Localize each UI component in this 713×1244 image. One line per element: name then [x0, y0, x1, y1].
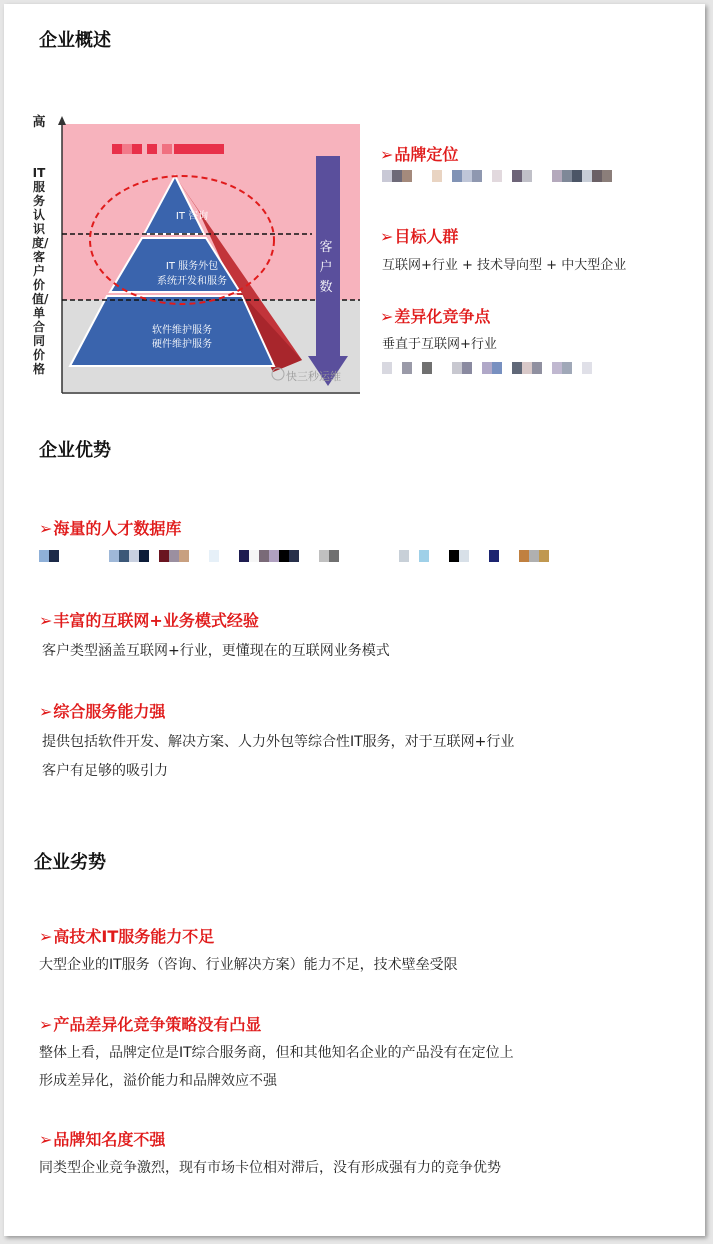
- advantage-comprehensive-service-line-1: 提供包括软件开发、解决方案、人力外包等综合性IT服务，对于互联网+行业: [42, 734, 515, 750]
- pyramid-label-development: 系统开发和服务: [157, 276, 227, 287]
- redacted-header: [112, 144, 224, 154]
- pyramid-label-software-maintenance: 软件维护服务: [152, 325, 212, 336]
- positioning-diagram: [32, 116, 362, 396]
- bullet-arrow-icon: ➢: [39, 519, 53, 538]
- redacted-brand-positioning: [382, 170, 612, 182]
- bullet-arrow-icon: ➢: [39, 927, 53, 946]
- diagram-y-axis-title: IT服务认识度/客户价值/单合同价格: [32, 166, 49, 376]
- section-title-advantages: 企业优势: [39, 440, 111, 461]
- point-differentiation-title: ➢差异化竞争点: [380, 307, 491, 326]
- diagram-graphic: [52, 116, 362, 396]
- advantage-comprehensive-service-title: ➢综合服务能力强: [39, 702, 166, 721]
- point-target-audience-text: 互联网+行业 + 技术导向型 + 中大型企业: [382, 258, 627, 273]
- pyramid-label-hardware-maintenance: 硬件维护服务: [152, 339, 212, 350]
- point-differentiation-text: 垂直于互联网+行业: [382, 337, 497, 352]
- disadvantage-tech-capability-title: ➢高技术IT服务能力不足: [39, 927, 215, 946]
- bullet-arrow-icon: ➢: [380, 145, 394, 164]
- redacted-differentiation: [382, 362, 592, 374]
- page: [4, 4, 705, 1236]
- bullet-arrow-icon: ➢: [39, 611, 53, 630]
- y-axis-arrowhead: [58, 116, 66, 125]
- section-title-disadvantages: 企业劣势: [34, 852, 106, 873]
- advantage-internet-experience-title: ➢丰富的互联网+业务模式经验: [39, 611, 259, 630]
- disadvantage-brand-awareness-line-1: 同类型企业竞争激烈，现有市场卡位相对滞后，没有形成强有力的竞争优势: [39, 1160, 501, 1176]
- advantage-internet-experience-line-1: 客户类型涵盖互联网+行业，更懂现在的互联网业务模式: [42, 643, 390, 659]
- diagram-high-label: 高: [32, 115, 46, 130]
- arrow-label-customer-count: 客户数: [319, 240, 333, 295]
- redacted-talent-database: [39, 550, 549, 562]
- bullet-arrow-icon: ➢: [39, 1015, 53, 1034]
- advantage-talent-database-title: ➢海量的人才数据库: [39, 519, 182, 538]
- pyramid-label-outsourcing: IT 服务外包: [165, 261, 219, 272]
- disadvantage-product-differentiation-line-2: 形成差异化，溢价能力和品牌效应不强: [39, 1073, 277, 1089]
- bullet-arrow-icon: ➢: [380, 307, 394, 326]
- disadvantage-brand-awareness-title: ➢品牌知名度不强: [39, 1130, 166, 1149]
- diagram-watermark: 快三秒运维: [286, 370, 341, 383]
- advantage-comprehensive-service-line-2: 客户有足够的吸引力: [42, 763, 168, 779]
- disadvantage-product-differentiation-title: ➢产品差异化竞争策略没有凸显: [39, 1015, 262, 1034]
- disadvantage-product-differentiation-line-1: 整体上看，品牌定位是IT综合服务商，但和其他知名企业的产品没有在定位上: [39, 1045, 514, 1061]
- point-target-audience-title: ➢目标人群: [380, 227, 459, 246]
- pyramid-label-consulting: IT 咨询: [175, 211, 209, 222]
- point-brand-positioning-title: ➢品牌定位: [380, 145, 459, 164]
- bullet-arrow-icon: ➢: [39, 1130, 53, 1149]
- section-title-overview: 企业概述: [39, 30, 111, 51]
- bullet-arrow-icon: ➢: [39, 702, 53, 721]
- disadvantage-tech-capability-line-1: 大型企业的IT服务（咨询、行业解决方案）能力不足，技术壁垒受限: [39, 957, 458, 973]
- bullet-arrow-icon: ➢: [380, 227, 394, 246]
